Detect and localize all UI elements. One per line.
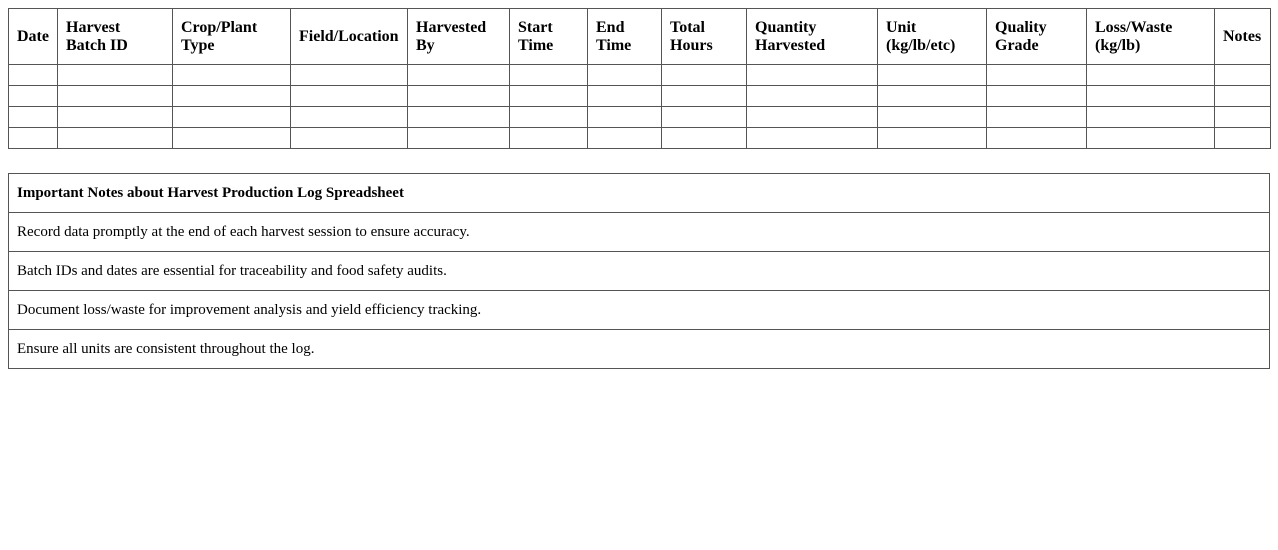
harvest-log-table [8,8,1271,149]
table-cell[interactable] [747,86,878,107]
table-cell[interactable] [510,86,588,107]
table-cell[interactable] [510,65,588,86]
table-cell[interactable] [58,107,173,128]
note-item: Record data promptly at the end of each harvest session to ensure accuracy. [9,213,1270,252]
table-cell[interactable] [58,65,173,86]
table-cell[interactable] [1215,65,1271,86]
note-row [9,291,1270,330]
table-cell[interactable] [588,65,662,86]
table-cell[interactable] [9,128,58,149]
table-cell[interactable] [510,107,588,128]
table-cell[interactable] [173,107,291,128]
note-item: Document loss/waste for improvement analysis and yield efficiency tracking. [9,291,1270,330]
table-cell[interactable] [662,86,747,107]
table-cell[interactable] [588,107,662,128]
column-header-start-time: Start Time [510,9,588,65]
table-cell[interactable] [987,128,1087,149]
table-cell[interactable] [58,86,173,107]
table-cell[interactable] [987,86,1087,107]
table-cell[interactable] [878,107,987,128]
table-cell[interactable] [747,107,878,128]
table-cell[interactable] [987,107,1087,128]
table-cell[interactable] [588,86,662,107]
table-cell[interactable] [58,128,173,149]
column-header-loss-waste: Loss/Waste (kg/lb) [1087,9,1215,65]
note-item: Ensure all units are consistent throughout the log. [9,330,1270,369]
table-cell[interactable] [747,128,878,149]
table-cell[interactable] [747,65,878,86]
table-cell[interactable] [1087,128,1215,149]
table-row [9,128,1271,149]
table-cell[interactable] [173,128,291,149]
table-row [9,107,1271,128]
column-header-end-time: End Time [588,9,662,65]
table-cell[interactable] [662,128,747,149]
table-cell[interactable] [291,128,408,149]
table-header-row [9,9,1271,65]
table-cell[interactable] [1215,107,1271,128]
table-cell[interactable] [662,107,747,128]
note-row [9,330,1270,369]
column-header-quantity-harvested: Quantity Harvested [747,9,878,65]
table-cell[interactable] [1087,86,1215,107]
column-header-harvested-by: Harvested By [408,9,510,65]
column-header-date: Date [9,9,58,65]
table-cell[interactable] [408,107,510,128]
table-cell[interactable] [1087,107,1215,128]
table-cell[interactable] [1215,128,1271,149]
column-header-harvest-batch-id: Harvest Batch ID [58,9,173,65]
column-header-field-location: Field/Location [291,9,408,65]
important-notes-table [8,173,1270,369]
column-header-unit: Unit (kg/lb/etc) [878,9,987,65]
table-cell[interactable] [173,65,291,86]
table-cell[interactable] [1215,86,1271,107]
table-cell[interactable] [291,86,408,107]
document-page [8,8,1270,369]
table-cell[interactable] [878,65,987,86]
table-cell[interactable] [408,86,510,107]
table-cell[interactable] [662,65,747,86]
table-body [9,65,1271,149]
table-cell[interactable] [408,128,510,149]
table-row [9,65,1271,86]
table-cell[interactable] [9,86,58,107]
table-cell[interactable] [588,128,662,149]
column-header-quality-grade: Quality Grade [987,9,1087,65]
table-cell[interactable] [9,65,58,86]
table-row [9,86,1271,107]
column-header-notes: Notes [1215,9,1271,65]
table-cell[interactable] [408,65,510,86]
table-cell[interactable] [9,107,58,128]
table-cell[interactable] [1087,65,1215,86]
table-cell[interactable] [878,86,987,107]
table-cell[interactable] [987,65,1087,86]
notes-heading: Important Notes about Harvest Production Log Spreadsheet [9,174,1270,213]
table-cell[interactable] [291,107,408,128]
column-header-crop-plant-type: Crop/Plant Type [173,9,291,65]
note-row [9,252,1270,291]
table-cell[interactable] [173,86,291,107]
note-row [9,213,1270,252]
table-cell[interactable] [878,128,987,149]
note-item: Batch IDs and dates are essential for traceability and food safety audits. [9,252,1270,291]
notes-heading-row [9,174,1270,213]
table-cell[interactable] [291,65,408,86]
table-cell[interactable] [510,128,588,149]
column-header-total-hours: Total Hours [662,9,747,65]
